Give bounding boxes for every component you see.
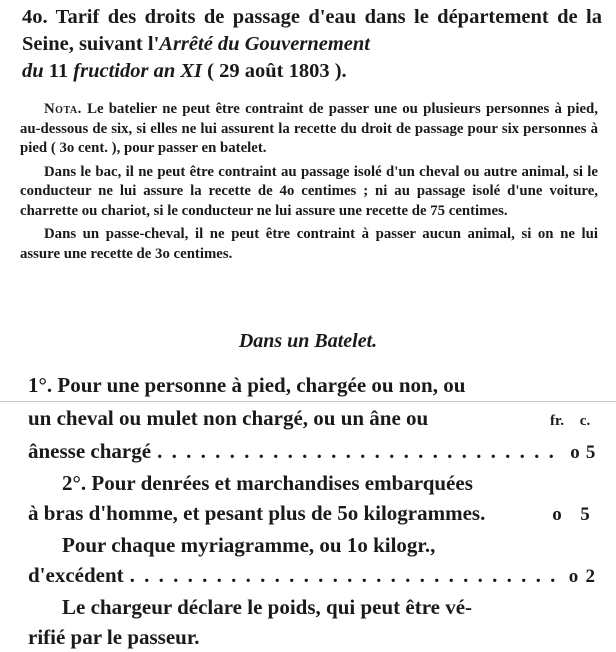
title-italic-fructidor: fructidor an XI (73, 60, 203, 82)
item-line-2 (28, 403, 598, 436)
nota-paragraph-3: Dans un passe-cheval, il ne peut être contraint à passer aucun animal, si on ne lui assure une recette de 3o centimes. (20, 226, 598, 262)
item-1-text-c: ânesse chargé (28, 439, 152, 463)
title-date: ( 29 août 1803 ). (202, 60, 347, 82)
item-2-text-b: à bras d'homme, et pesant plus de 5o kilogrammes. (28, 501, 486, 525)
item-line-8 (28, 592, 598, 622)
item-line-1 (28, 370, 598, 400)
leader-dots (130, 560, 559, 590)
note-text-b: rifié par le passeur. (28, 625, 200, 649)
item-1-centimes: 5 (585, 442, 596, 463)
tariff-title (22, 4, 602, 85)
item-line-3 (28, 436, 598, 468)
title-day: 11 (43, 60, 74, 82)
tariff-items (28, 370, 598, 652)
item-1-francs: o (570, 442, 580, 463)
nota-paragraph-2: Dans le bac, il ne peut être contraint au passage isolé d'un cheval ou autre animal, si le conducteur ne lui assure la recette de 4o centimes ; ni au passage isolé d'une voiture, charrette ou chariot, si le conducteur ne lui assure une recette de 75 centimes. (20, 163, 598, 219)
item-3-text-a: Pour chaque myriagramme, ou 1o kilogr., (62, 533, 436, 557)
title-italic-arrete: Arrêté du Gouvernement (159, 33, 370, 55)
column-header-centimes: c. (579, 413, 591, 429)
item-3-centimes: 2 (585, 566, 595, 587)
item-2-centimes: 5 (580, 504, 590, 525)
item-2-text-a: 2°. Pour denrées et marchandises embarquées (62, 471, 473, 495)
leader-dots (157, 436, 560, 466)
item-3-text-b: d'excédent (28, 563, 124, 587)
nota-block (20, 100, 598, 268)
item-line-7 (28, 560, 598, 592)
note-text-a: Le chargeur déclare le poids, qui peut être vé- (62, 595, 473, 619)
item-2-francs: o (552, 504, 562, 525)
title-italic-du: du (22, 60, 44, 82)
item-3-francs: o (568, 566, 579, 587)
column-header-francs: fr. (549, 413, 565, 429)
nota-paragraph-1 (20, 100, 598, 159)
item-line-5 (28, 498, 598, 530)
nota-label: Nota. (44, 101, 82, 117)
item-line-4 (28, 468, 598, 498)
section-title: Dans un Batelet. (238, 330, 378, 352)
item-line-9 (28, 622, 598, 652)
item-1-text-a: 1°. Pour une personne à pied, chargée ou non, ou (28, 373, 466, 397)
item-line-6 (28, 530, 598, 560)
item-1-text-b: un cheval ou mulet non chargé, ou un âne ou (28, 406, 429, 430)
title-text: 4o. Tarif des droits de passage d'eau dans le département de la Seine, suivant l' (22, 6, 602, 55)
nota-text-1: Le batelier ne peut être contraint de passer une ou plusieurs personnes à pied, au-dessous de six, si elles ne lui assurent la recette du droit de passage pour six personnes à pied ( 3o cent. ), pour passer en batelet. (20, 101, 598, 156)
